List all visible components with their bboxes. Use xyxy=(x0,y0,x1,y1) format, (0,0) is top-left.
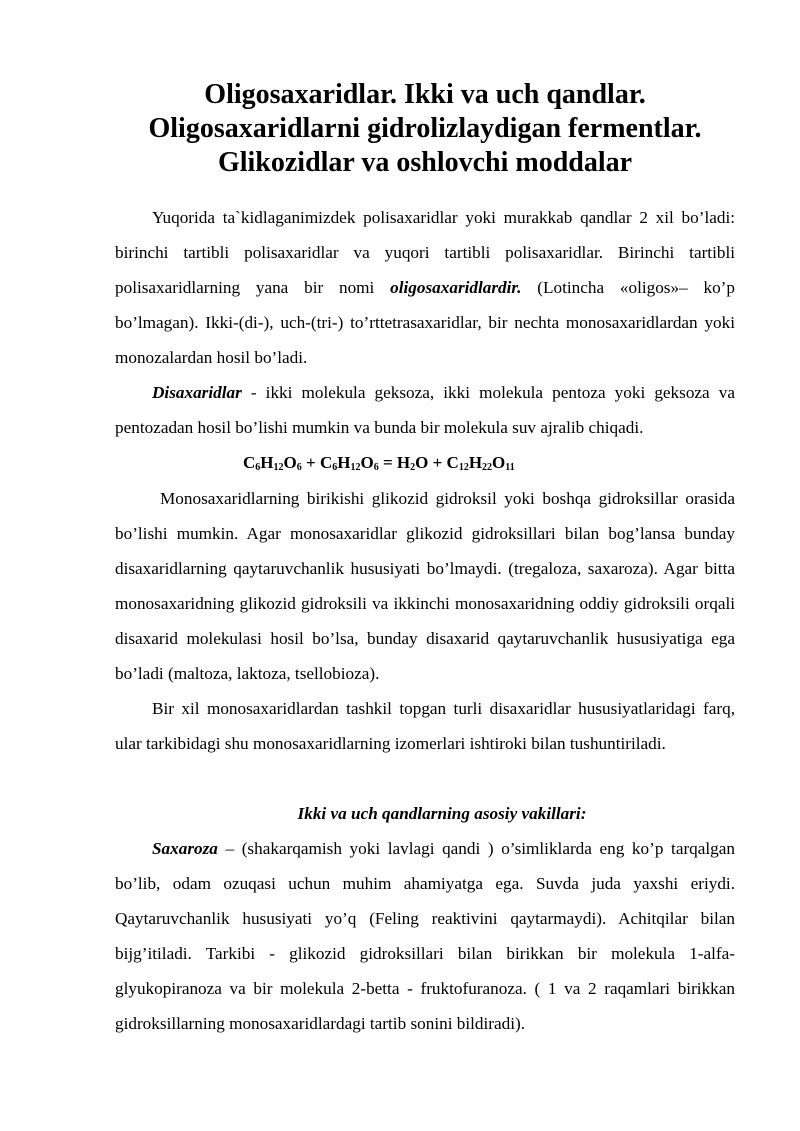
paragraph-disaxaridlar xyxy=(115,375,735,445)
formula-part: O xyxy=(283,453,297,472)
formula-subscript: 6 xyxy=(373,462,379,473)
intro-text-before: Yuqorida ta`kidlaganimizdek polisaxaridlar yoki murakkab qandlar 2 xil bo’ladi: birinchi tartibli polisaxaridlar va yuqori tartibli polisaxaridlar. Birinchi tartibli polisaxaridlarning yana bir nomi xyxy=(115,208,735,297)
page-title xyxy=(115,78,735,180)
section-subheading: Ikki va uch qandlarning asosiy vakillari: xyxy=(297,804,587,823)
formula-operator: + xyxy=(428,453,447,472)
formula-subscript: 6 xyxy=(332,462,338,473)
intro-text-after: (Lotincha «oligos»– ko’p bo’lmagan). Ikki-(di-), uch-(tri-) to’rttetrasaxaridlar, bir nechta monosaxaridlardan yoki monozalardan hosil bo’ladi. xyxy=(115,278,735,367)
chemical-equation xyxy=(115,445,735,481)
term-saxaroza: Saxaroza xyxy=(152,839,218,858)
term-disaxaridlar: Disaxaridlar xyxy=(152,383,242,402)
spacer xyxy=(115,761,735,796)
formula-part: C xyxy=(319,453,333,472)
paragraph-monosaxaridlar: Monosaxaridlarning birikishi glikozid gidroksil yoki boshqa gidroksillar orasida bo’lishi mumkin. Agar monosaxaridlar glikozid gidroksillari bilan bog’lansa bunday disaxaridlarning qaytaruvchanlik hususiyati bo’lmaydi. (tregaloza, saxaroza). Agar bitta monosaxaridning glikozid gidroksili va ikkinchi monosaxaridning oddiy gidroksili orqali disaxarid molekulasi hosil bo’lsa, bunday disaxarid qaytaruvchanlik hususiyatiga ega bo’ladi (maltoza, laktoza, tsellobioza). xyxy=(115,489,735,683)
formula-part: C xyxy=(446,453,459,472)
title-line-1: Oligosaxaridlar. Ikki va uch qandlar. xyxy=(204,79,646,110)
formula-part: O xyxy=(360,453,374,472)
formula-part: H xyxy=(260,453,274,472)
formula-part: H xyxy=(337,453,351,472)
formula-subscript: 2 xyxy=(410,462,416,473)
formula-subscript: 22 xyxy=(482,462,493,473)
paragraph-intro xyxy=(115,200,735,375)
formula-subscript: 12 xyxy=(458,462,469,473)
formula-subscript: 12 xyxy=(350,462,361,473)
term-oligosaxaridlar: oligosaxaridlardir. xyxy=(390,278,522,297)
formula-operator: + xyxy=(301,453,320,472)
formula-subscript: 12 xyxy=(273,462,284,473)
formula-part: O xyxy=(492,453,506,472)
title-line-2: Oligosaxaridlarni gidrolizlaydigan fermentlar. xyxy=(148,113,702,144)
formula-part: H xyxy=(468,453,483,472)
paragraph-izomerlar: Bir xil monosaxaridlardan tashkil topgan turli disaxaridlar hususiyatlaridagi farq, ular tarkibidagi shu monosaxaridlarning izomerlari ishtiroki bilan tushuntiriladi. xyxy=(115,699,735,753)
formula-part: H xyxy=(396,453,411,472)
title-line-3: Glikozidlar va oshlovchi moddalar xyxy=(217,147,633,178)
formula-operator: = xyxy=(378,453,397,472)
formula-subscript: 11 xyxy=(505,462,515,473)
formula-part: C xyxy=(243,453,256,472)
formula-subscript: 6 xyxy=(296,462,302,473)
formula-subscript: 6 xyxy=(255,462,261,473)
formula-part: O xyxy=(415,453,429,472)
disaxaridlar-text: - ikki molekula geksoza, ikki molekula pentoza yoki geksoza va pentozadan hosil bo’lishi mumkin va bunda bir molekula suv ajralib chiqadi. xyxy=(115,383,735,437)
document-page xyxy=(115,78,735,1041)
paragraph-saxaroza xyxy=(115,831,735,1041)
saxaroza-text: – (shakarqamish yoki lavlagi qandi ) o’simliklarda eng ko’p tarqalgan bo’lib, odam ozuqasi uchun muhim ahamiyatga ega. Suvda juda yaxshi eriydi. Qaytaruvchanlik hususiyati yo’q (Feling reaktivini qaytarmaydi). Achitqilar bilan bijg’itiladi. Tarkibi - glikozid gidroksillari bilan birikkan bir molekula 1-alfa-glyukopiranoza va bir molekula 2-betta - fruktofuranoza. ( 1 va 2 raqamlari birikkan gidroksillarning monosaxaridlardagi tartib sonini bildiradi). xyxy=(115,839,735,1033)
